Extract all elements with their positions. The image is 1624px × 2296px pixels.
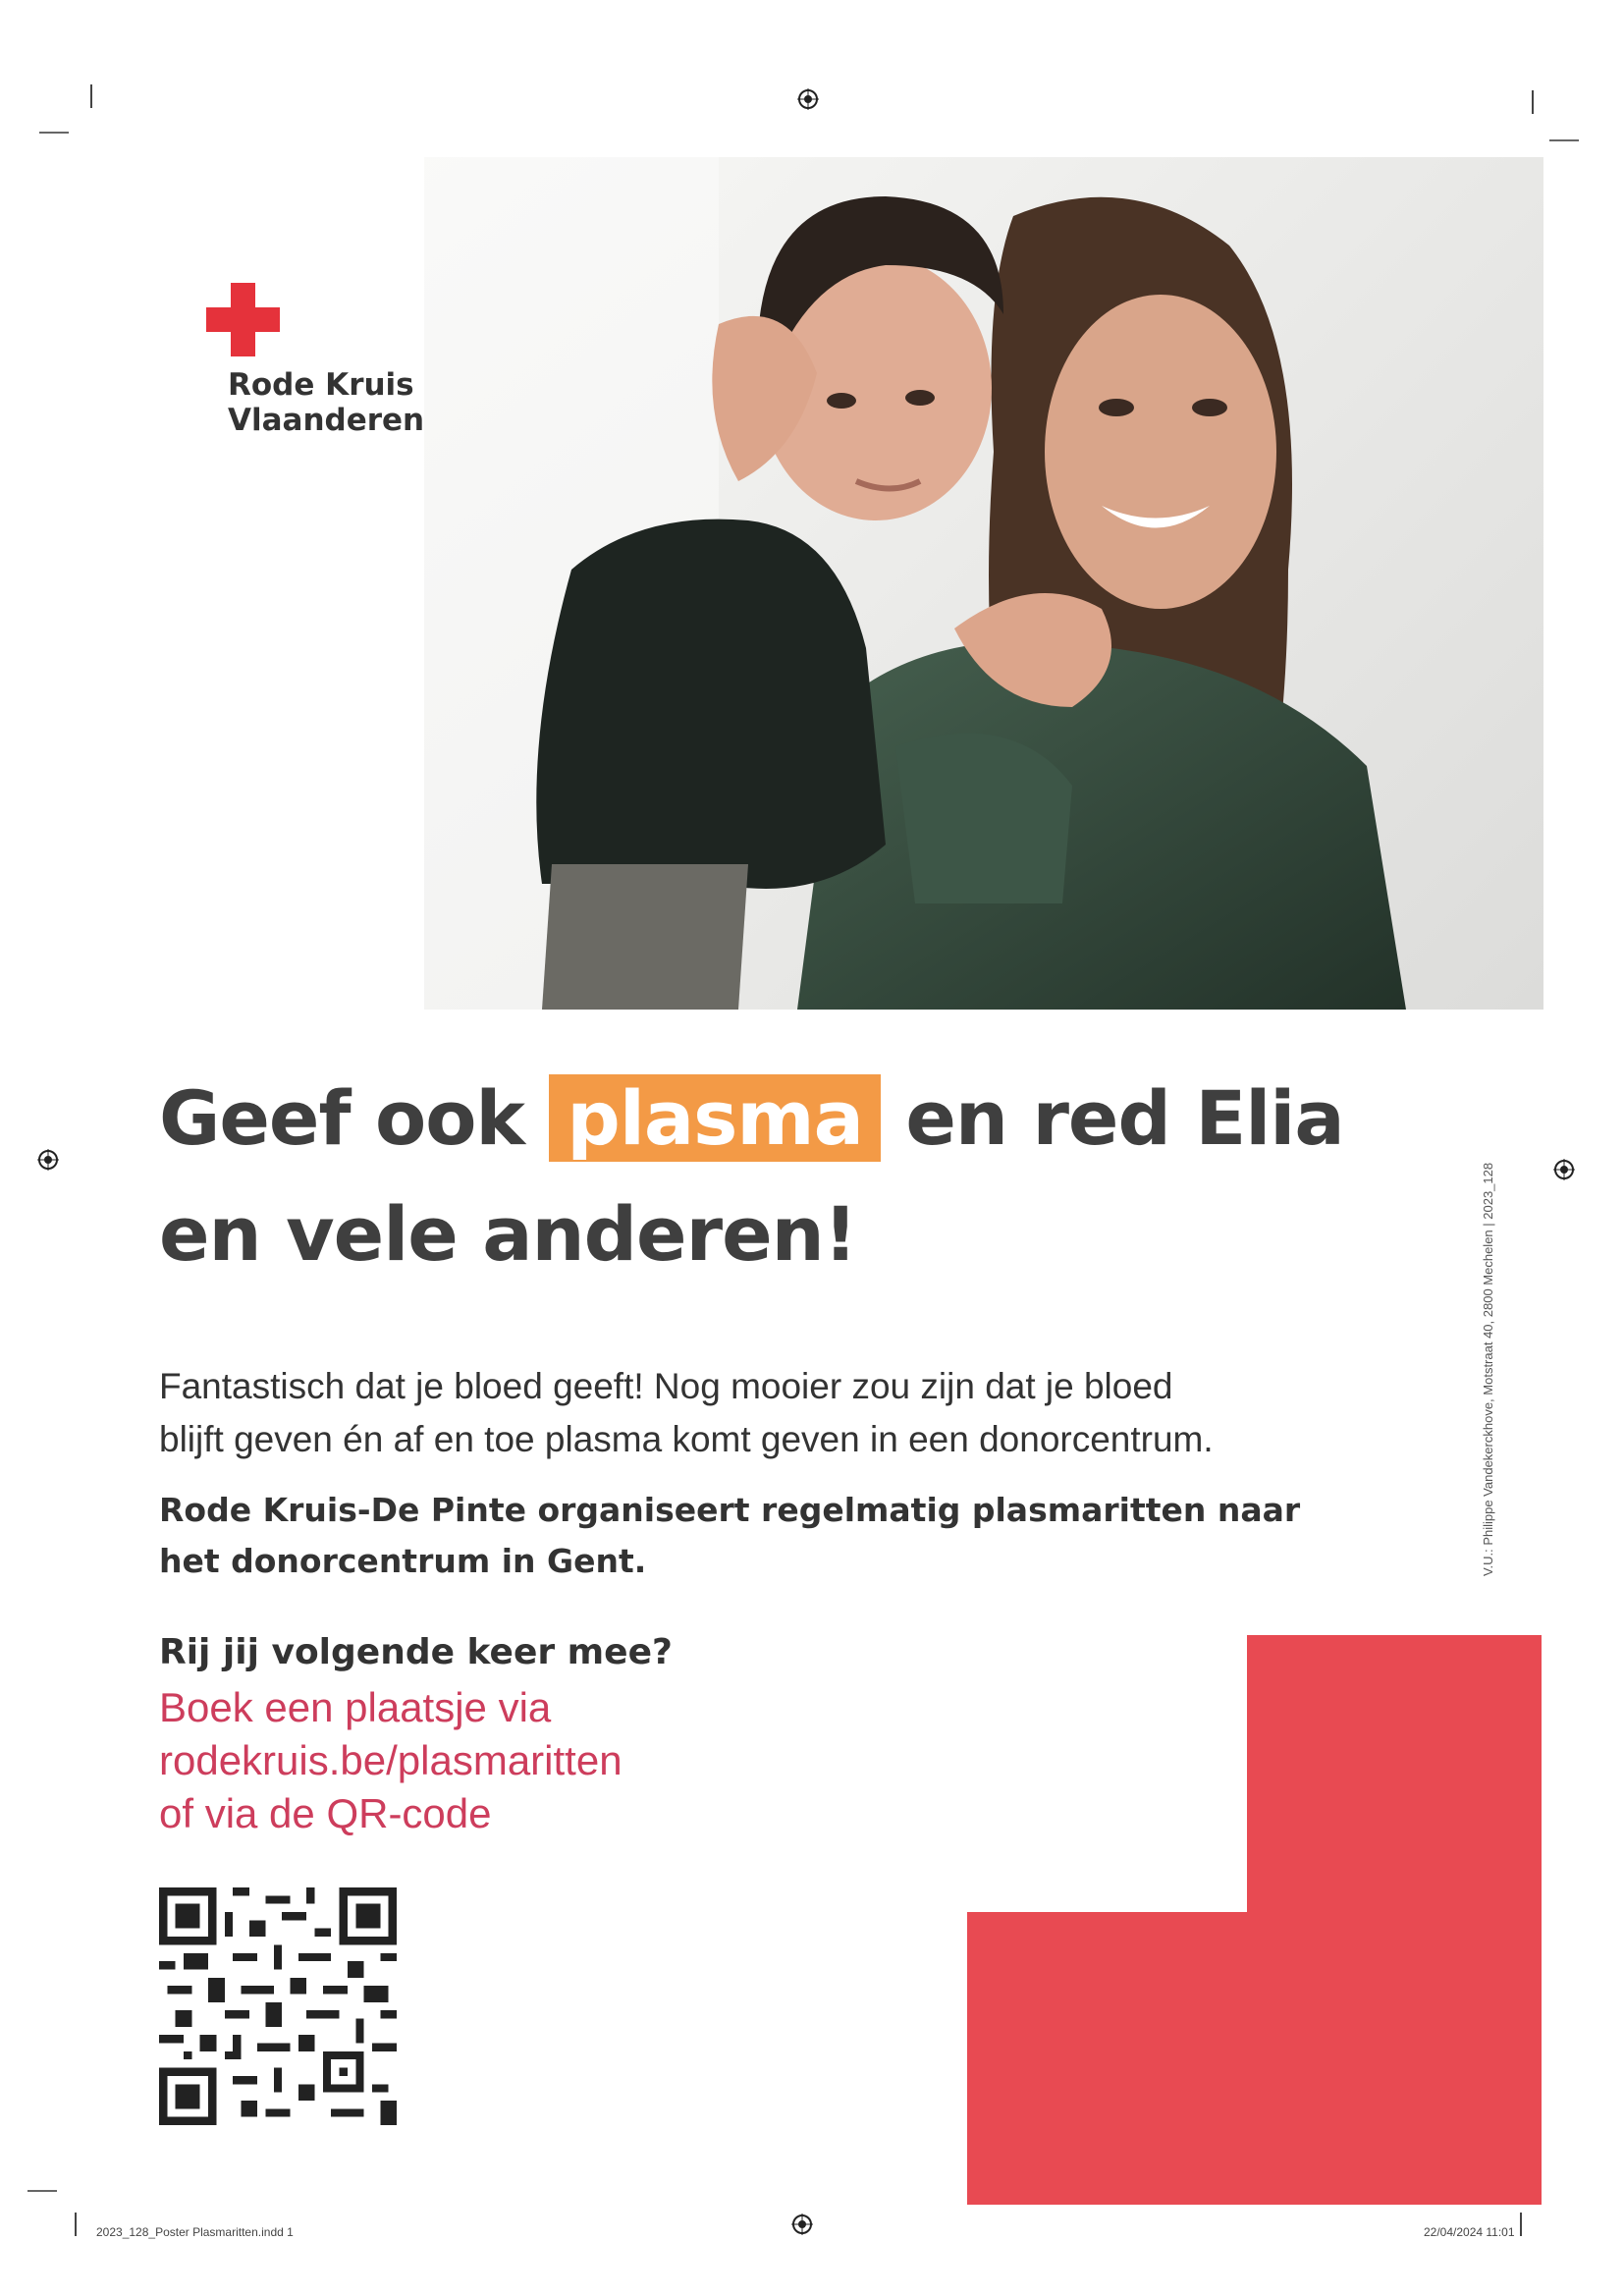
cta-line-1: Boek een plaatsje via <box>159 1684 552 1730</box>
headline-line-2: en vele anderen! <box>159 1190 857 1278</box>
logo-text <box>228 367 424 438</box>
organiser-paragraph <box>159 1485 1435 1587</box>
publisher-note: V.U.: Philippe Vandekerckhove, Motstraat 40, 2800 Mechelen | 2023_128 <box>1481 1162 1495 1576</box>
registration-mark-icon <box>797 88 819 110</box>
intro-line-1: Fantastisch dat je bloed geeft! Nog mooier zou zijn dat je bloed <box>159 1366 1173 1406</box>
footer-filename: 2023_128_Poster Plasmaritten.indd 1 <box>96 2225 294 2239</box>
logo-line-1: Rode Kruis <box>228 367 414 403</box>
intro-line-2: blijft geven én af en toe plasma komt geven in een donorcentrum. <box>159 1419 1214 1459</box>
cta-line-3: of via de QR-code <box>159 1790 492 1836</box>
organiser-line-1: Rode Kruis-De Pinte organiseert regelmatig plasmaritten naar <box>159 1491 1301 1529</box>
red-cross-graphic <box>967 1635 1542 2205</box>
crop-mark <box>39 132 69 134</box>
registration-mark-icon <box>37 1149 59 1171</box>
red-cross-logo-icon <box>206 283 280 356</box>
qr-code-icon[interactable] <box>159 1887 397 2125</box>
registration-mark-icon <box>791 2214 813 2235</box>
headline <box>159 1061 1475 1292</box>
logo-line-2: Vlaanderen <box>228 403 425 438</box>
footer-timestamp: 22/04/2024 11:01 <box>1424 2225 1515 2239</box>
crop-mark <box>1549 139 1579 141</box>
crop-mark <box>27 2190 57 2192</box>
cta-url-link[interactable]: rodekruis.be/plasmaritten <box>159 1737 623 1783</box>
crop-mark <box>1520 2213 1522 2236</box>
headline-part-1: Geef ook <box>159 1074 550 1162</box>
cta-question: Rij jij volgende keer mee? <box>159 1632 673 1672</box>
crop-mark <box>90 84 92 108</box>
crop-mark <box>75 2213 77 2236</box>
headline-highlight: plasma <box>549 1074 880 1162</box>
crop-mark <box>1532 90 1534 114</box>
organiser-line-2: het donorcentrum in Gent. <box>159 1542 647 1580</box>
registration-mark-icon <box>1553 1159 1575 1180</box>
photo-mother-and-child <box>424 157 1543 1010</box>
headline-line-1 <box>159 1061 1475 1176</box>
intro-paragraph <box>159 1360 1455 1466</box>
cta-booking-text <box>159 1681 846 1840</box>
headline-part-2: en red Elia <box>880 1074 1344 1162</box>
